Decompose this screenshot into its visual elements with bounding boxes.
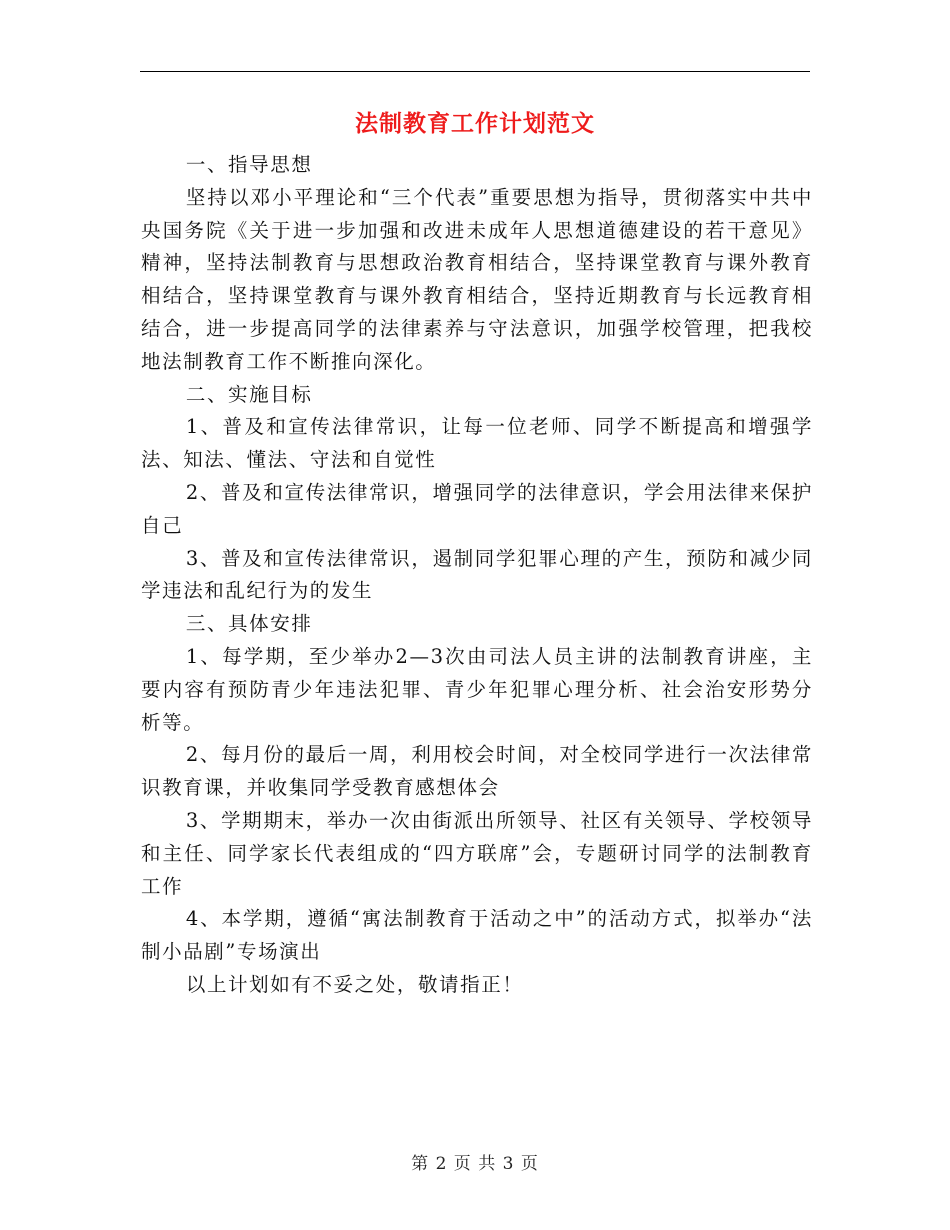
goal-item-1: 1、普及和宣传法律常识，让每一位老师、同学不断提高和增强学法、知法、懂法、守法和自觉性 <box>141 415 813 472</box>
body-paragraph: 坚持以邓小平理论和“三个代表”重要思想为指导，贯彻落实中共中央国务院《关于进一步加强和改进未成年人思想道德建设的若干意见》精神，坚持法制教育与思想政治教育相结合，坚持课堂教育与课外教育相结合，坚持课堂教育与课外教育相结合，坚持近期教育与长远教育相结合，进一步提高同学的法律素养与守法意识，加强学校管理，把我校地法制教育工作不断推向深化。 <box>141 185 813 373</box>
closing-remark: 以上计划如有不妥之处，敬请指正！ <box>185 972 524 996</box>
page-number-footer: 第 2 页 共 3 页 <box>411 1154 539 1174</box>
header-rule <box>140 71 810 72</box>
arrangement-item-2: 2、每月份的最后一周，利用校会时间，对全校同学进行一次法律常识教育课，并收集同学受教育感想体会 <box>141 743 813 800</box>
goal-item-2: 2、普及和宣传法律常识，增强同学的法律意识，学会用法律来保护自己 <box>141 480 813 537</box>
document-title: 法制教育工作计划范文 <box>355 110 595 137</box>
arrangement-item-4: 4、本学期，遵循“寓法制教育于活动之中”的活动方式，拟举办“法制小品剧”专场演出 <box>141 907 813 964</box>
section-heading-guiding-ideology: 一、指导思想 <box>185 153 313 176</box>
arrangement-item-3: 3、学期期末，举办一次由街派出所领导、社区有关领导、学校领导和主任、同学家长代表组成的“四方联席”会，专题研讨同学的法制教育工作 <box>141 808 813 898</box>
goal-item-3: 3、普及和宣传法律常识，遏制同学犯罪心理的产生，预防和减少同学违法和乱纪行为的发生 <box>141 546 813 603</box>
section-heading-specific-arrangements: 三、具体安排 <box>185 612 313 636</box>
document-body <box>141 149 813 1002</box>
section-heading-implementation-goals: 二、实施目标 <box>185 382 313 406</box>
arrangement-item-1: 1、每学期，至少举办2—3次由司法人员主讲的法制教育讲座，主要内容有预防青少年违法犯罪、青少年犯罪心理分析、社会治安形势分析等。 <box>141 644 813 734</box>
